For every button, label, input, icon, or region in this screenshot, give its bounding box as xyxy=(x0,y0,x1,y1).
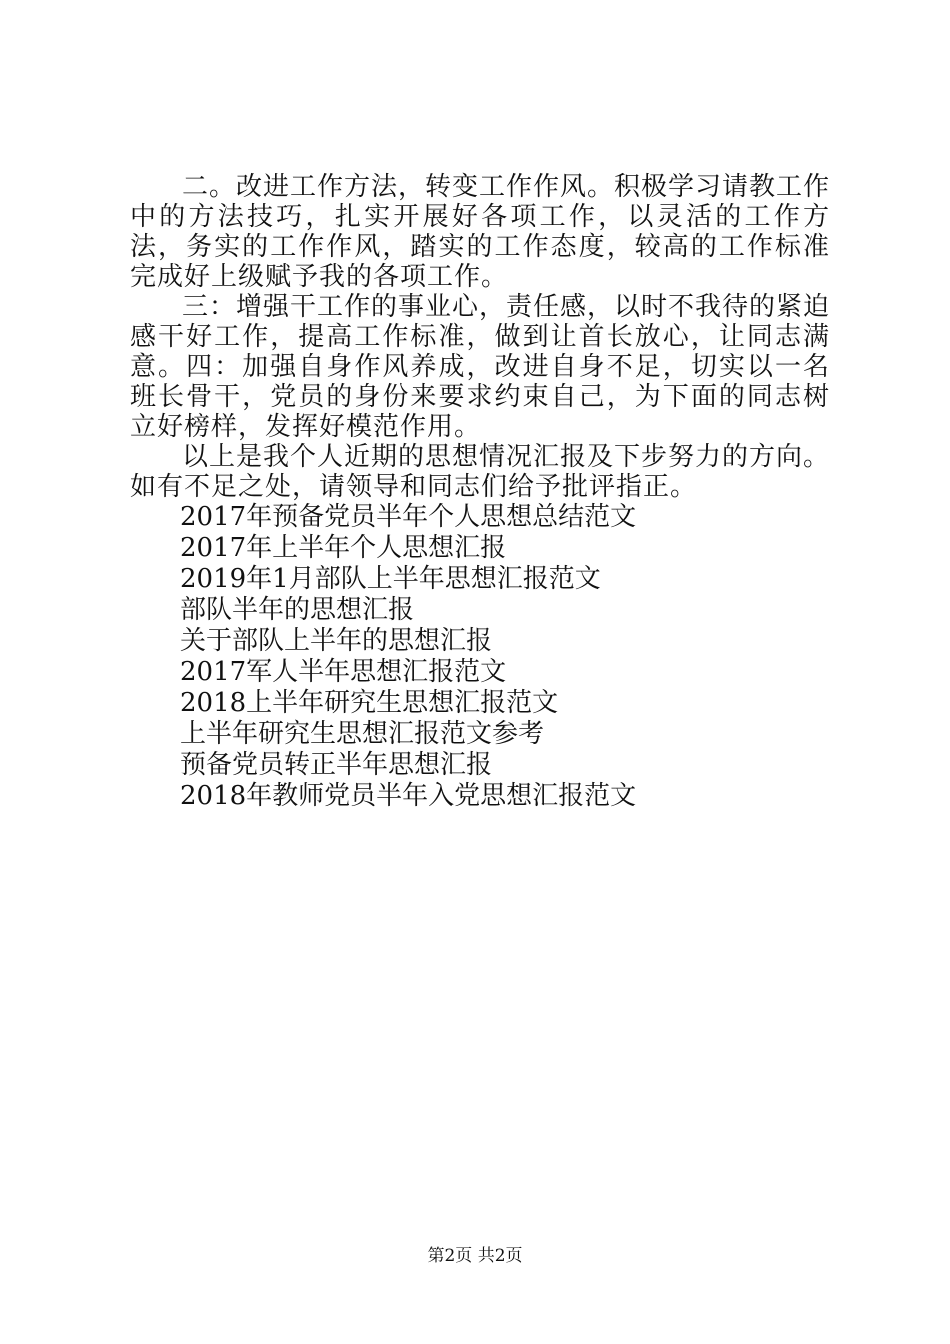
related-title[interactable]: 2018上半年研究生思想汇报范文 xyxy=(180,688,559,718)
document-body xyxy=(130,172,830,812)
related-title[interactable]: 2017军人半年思想汇报范文 xyxy=(180,657,507,687)
page-number-footer: 第2页 共2页 xyxy=(427,1246,523,1266)
related-title[interactable]: 2017年上半年个人思想汇报 xyxy=(180,533,507,563)
related-title[interactable]: 2018年教师党员半年入党思想汇报范文 xyxy=(180,781,637,811)
related-title[interactable]: 上半年研究生思想汇报范文参考 xyxy=(180,719,545,749)
paragraph-work-style: 二。改进工作方法，转变工作作风。积极学习请教工作中的方法技巧，扎实开展好各项工作，以灵活的工作方法，务实的工作作风，踏实的工作态度，较高的工作标准完成好上级赋予我的各项工作。 xyxy=(130,172,831,292)
related-title[interactable]: 2019年1月部队上半年思想汇报范文 xyxy=(180,564,601,594)
paragraph-work-attitude: 三：增强干工作的事业心，责任感，以时不我待的紧迫感干好工作，提高工作标准，做到让首长放心，让同志满意。四：加强自身作风养成，改进自身不足，切实以一名班长骨干，党员的身份来要求约束自己，为下面的同志树立好榜样，发挥好模范作用。 xyxy=(130,292,831,442)
related-titles-list xyxy=(130,502,830,812)
related-title[interactable]: 预备党员转正半年思想汇报 xyxy=(180,750,493,780)
paragraph-conclusion: 以上是我个人近期的思想情况汇报及下步努力的方向。如有不足之处，请领导和同志们给予批评指正。 xyxy=(130,442,831,502)
related-title[interactable]: 关于部队上半年的思想汇报 xyxy=(180,626,493,656)
related-title[interactable]: 部队半年的思想汇报 xyxy=(180,595,415,625)
related-title[interactable]: 2017年预备党员半年个人思想总结范文 xyxy=(180,502,637,532)
